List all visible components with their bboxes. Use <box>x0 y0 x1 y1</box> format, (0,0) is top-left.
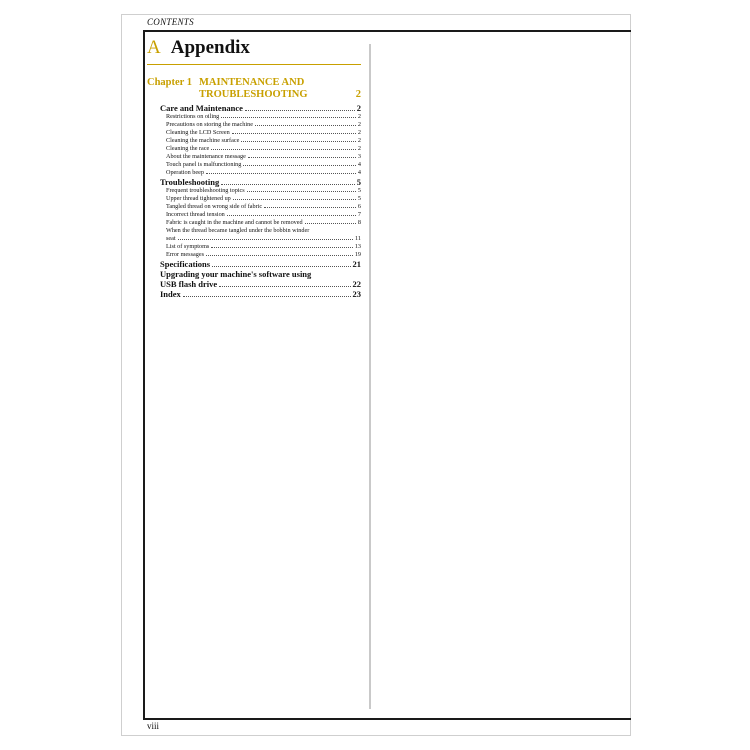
toc-page-number: 6 <box>357 203 361 210</box>
toc-item[interactable] <box>160 121 361 129</box>
toc-page-number: 5 <box>357 195 361 202</box>
appendix-underline <box>147 64 361 65</box>
toc-page-number: 2 <box>357 129 361 136</box>
toc-section-specifications[interactable] <box>160 259 361 269</box>
toc-page-number: 23 <box>352 289 361 299</box>
toc-page-number: 8 <box>357 219 361 226</box>
toc-item[interactable] <box>160 203 361 211</box>
table-of-contents <box>160 103 361 299</box>
toc-item[interactable] <box>160 187 361 195</box>
toc-page-number: 19 <box>354 251 361 258</box>
running-header: CONTENTS <box>147 17 194 27</box>
toc-page-number: 4 <box>357 161 361 168</box>
toc-item[interactable] <box>160 129 361 137</box>
appendix-heading <box>147 37 250 59</box>
toc-item-title: Frequent troubleshooting topics <box>166 187 245 194</box>
toc-page-number: 2 <box>356 103 361 113</box>
toc-item-title: Cleaning the race <box>166 145 210 152</box>
toc-page-number: 2 <box>357 145 361 152</box>
toc-item-title: Touch panel is malfunctioning <box>166 161 242 168</box>
toc-item-title: When the thread became tangled under the bobbin winder <box>166 227 310 234</box>
toc-item-title: Cleaning the LCD Screen <box>166 129 230 136</box>
toc-item-title: List of symptoms <box>166 243 210 250</box>
footer-rule <box>143 718 631 720</box>
toc-item[interactable] <box>160 195 361 203</box>
toc-page-number: 4 <box>357 169 361 176</box>
toc-section-troubleshooting[interactable] <box>160 177 361 187</box>
toc-item[interactable] <box>160 169 361 177</box>
toc-page-number: 2 <box>357 113 361 120</box>
toc-item-title: Operation beep <box>166 169 204 176</box>
toc-item-title: Cleaning the machine surface <box>166 137 240 144</box>
left-margin-rule <box>143 30 145 720</box>
toc-page-number: 13 <box>354 243 361 250</box>
toc-page-number: 2 <box>357 121 361 128</box>
toc-section-upgrade-line2[interactable] <box>160 279 361 289</box>
toc-item-title: Tangled thread on wrong side of fabric <box>166 203 263 210</box>
toc-item[interactable] <box>160 211 361 219</box>
toc-item-title: Fabric is caught in the machine and cannot be removed <box>166 219 303 226</box>
toc-item-title: seat <box>166 235 176 242</box>
appendix-letter: A <box>147 37 161 58</box>
chapter-number: Chapter 1 <box>147 77 193 88</box>
toc-section-title: USB flash drive <box>160 279 218 289</box>
toc-page-number: 3 <box>357 153 361 160</box>
toc-item[interactable] <box>160 137 361 145</box>
toc-item[interactable] <box>160 219 361 227</box>
toc-page-number: 7 <box>357 211 361 218</box>
toc-item-title: Error messages <box>166 251 204 258</box>
toc-item[interactable] <box>160 153 361 161</box>
toc-item-title: Restrictions on oiling <box>166 113 220 120</box>
toc-section-title: Index <box>160 289 181 299</box>
toc-item[interactable] <box>160 145 361 153</box>
toc-item[interactable] <box>160 243 361 251</box>
toc-item-title: Incorrect thread tension <box>166 211 225 218</box>
toc-section-title: Troubleshooting <box>160 177 220 187</box>
toc-item[interactable] <box>160 161 361 169</box>
toc-page-number: 5 <box>357 187 361 194</box>
toc-item-wrapped-line2[interactable] <box>160 235 361 243</box>
toc-item[interactable] <box>160 113 361 121</box>
toc-page-number: 21 <box>352 259 361 269</box>
toc-section-title: Care and Maintenance <box>160 103 243 113</box>
toc-section-title: Specifications <box>160 259 211 269</box>
toc-item-title: About the maintenance message <box>166 153 246 160</box>
toc-page-number: 11 <box>355 235 361 242</box>
page-number-footer: viii <box>147 721 160 731</box>
toc-section-upgrade-line1[interactable] <box>160 269 361 279</box>
chapter-title-line1: MAINTENANCE AND <box>199 77 305 88</box>
toc-page-number: 22 <box>352 279 361 289</box>
toc-section-care[interactable] <box>160 103 361 113</box>
chapter-title-line2: TROUBLESHOOTING <box>199 89 308 100</box>
column-divider <box>369 44 371 709</box>
toc-item-title: Upper thread tightened up <box>166 195 231 202</box>
toc-item-wrapped-line1[interactable] <box>160 227 361 235</box>
toc-page-number: 2 <box>357 137 361 144</box>
header-rule <box>143 30 631 32</box>
toc-item[interactable] <box>160 251 361 259</box>
toc-section-index[interactable] <box>160 289 361 299</box>
toc-item-title: Precautions on storing the machine <box>166 121 253 128</box>
chapter-page: 2 <box>355 89 361 100</box>
appendix-title: Appendix <box>170 37 250 58</box>
toc-section-title: Upgrading your machine's software using <box>160 269 312 279</box>
toc-page-number: 5 <box>356 177 361 187</box>
